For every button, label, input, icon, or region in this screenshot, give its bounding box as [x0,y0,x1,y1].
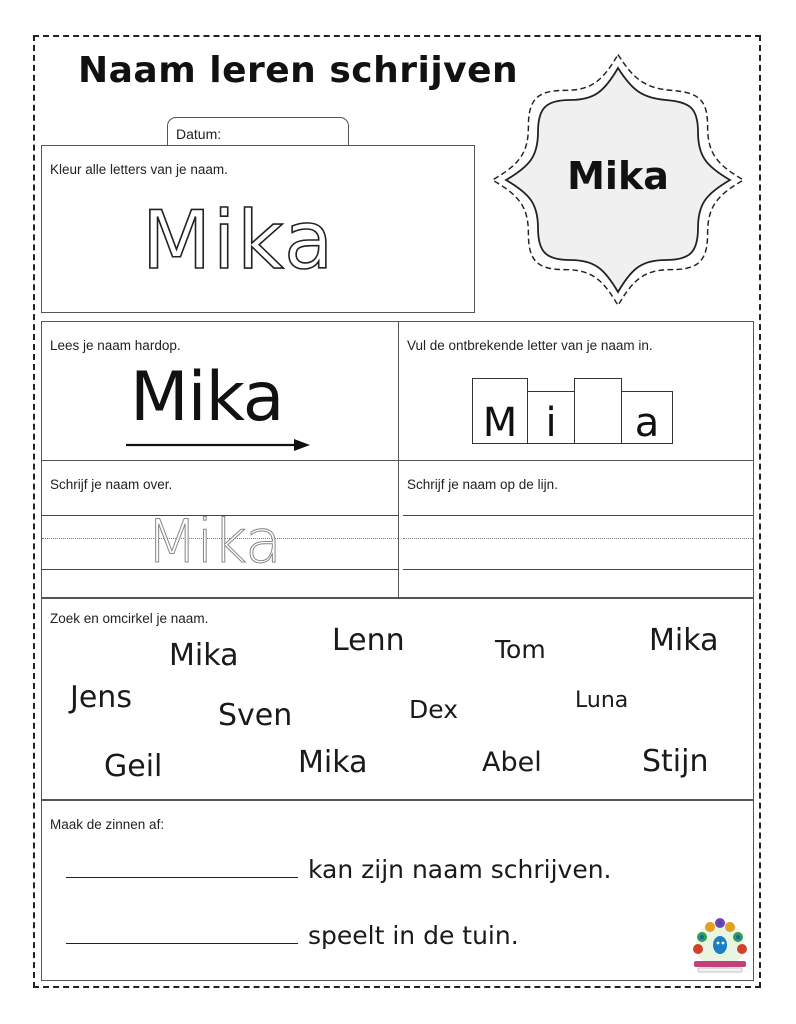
read-instruction: Lees je naam hardop. [50,338,181,353]
trace-instruction: Schrijf je naam over. [50,477,173,492]
sentence-2-text: speelt in de tuin. [308,921,519,950]
search-word[interactable]: Luna [575,688,629,713]
search-word[interactable]: Geil [104,749,163,784]
missing-letter-section [398,321,754,461]
sentences-section [41,800,754,981]
sentence-2 [66,921,519,950]
write-line-section [398,460,754,598]
write-top-line[interactable] [403,515,753,516]
color-section [41,145,475,313]
sentence-1 [66,855,612,884]
sentence-2-blank[interactable] [66,942,298,944]
peacock-logo-icon [688,915,752,975]
sentences-instruction: Maak de zinnen af: [50,817,165,832]
badge-name: Mika [567,154,669,198]
write-base-line[interactable] [403,569,753,570]
search-word[interactable]: Abel [482,747,542,778]
date-label: Datum: [176,126,222,142]
trace-name: Mika [146,507,281,577]
search-word[interactable]: Dex [409,695,458,724]
search-word[interactable]: Sven [218,698,293,733]
read-section [41,321,399,461]
letter-box-3-blank[interactable] [574,378,622,444]
search-word[interactable]: Lenn [332,623,405,658]
read-name: Mika [130,358,284,437]
word-search-section [41,598,754,800]
letter-box-1: M [472,378,528,444]
search-word[interactable]: Mika [649,623,719,658]
sentence-1-text: kan zijn naam schrijven. [308,855,612,884]
name-badge [486,50,750,310]
sentence-1-blank[interactable] [66,876,298,878]
missing-letter-instruction: Vul de ontbrekende letter van je naam in. [407,338,653,353]
search-word[interactable]: Mika [298,745,368,780]
search-word[interactable]: Tom [495,635,546,664]
write-line-instruction: Schrijf je naam op de lijn. [407,477,558,492]
letter-box-2: i [527,391,575,444]
search-word[interactable]: Mika [169,638,239,673]
reading-arrow-icon [126,438,316,452]
search-word[interactable]: Stijn [642,744,709,779]
word-search-instruction: Zoek en omcirkel je naam. [50,611,209,626]
color-instruction: Kleur alle letters van je naam. [50,162,228,177]
outline-name: Mika [142,194,336,287]
write-mid-line [403,538,753,539]
page-title: Naam leren schrijven [78,50,519,91]
trace-section [41,460,399,598]
letter-box-4: a [621,391,673,444]
search-word[interactable]: Jens [70,680,132,715]
